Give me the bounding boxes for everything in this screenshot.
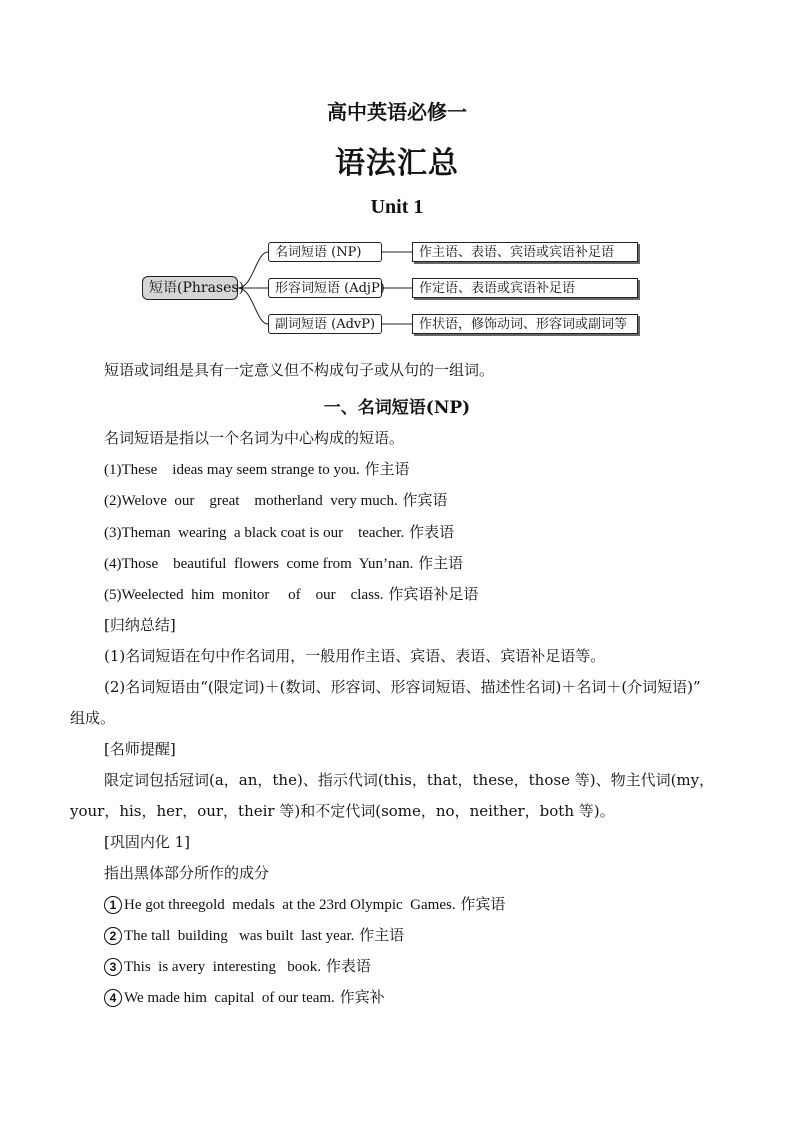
diagram-branch-advp: 副词短语 (AdvP) xyxy=(268,314,382,334)
example-3-role: 作表语 xyxy=(409,523,455,541)
intro-text: 短语或词组是具有一定意义但不构成句子或从句的一组词。 xyxy=(104,361,495,379)
example-5-role: 作宾语补足语 xyxy=(388,585,479,603)
circled-number-1: 1 xyxy=(104,896,122,914)
example-2-role: 作宾语 xyxy=(402,491,448,509)
exercise-label: [巩固内化 1] xyxy=(104,833,191,851)
example-2-en: (2)Welove our great motherland very much. xyxy=(104,493,398,509)
circled-number-4: 4 xyxy=(104,989,122,1007)
document-title: 语法汇总 xyxy=(335,146,459,181)
exercise-instruction: 指出黑体部分所作的成分 xyxy=(104,864,270,882)
exercise-3-en: This is avery interesting book. xyxy=(124,959,322,975)
exercise-2-role: 作主语 xyxy=(359,926,405,944)
circled-number-2: 2 xyxy=(104,927,122,945)
tip-line-1: 限定词包括冠词(a，an，the)、指示代词(this，that，these，those 等)、物主代词(my， xyxy=(104,771,715,789)
exercise-1-en: He got threegold medals at the 23rd Olympic Games. xyxy=(124,897,456,913)
document-subtitle: 高中英语必修一 xyxy=(327,100,467,124)
example-1-role: 作主语 xyxy=(364,460,410,478)
diagram-root: 短语(Phrases) xyxy=(142,276,238,300)
tip-label: [名师提醒] xyxy=(104,740,176,758)
diagram-function-advp: 作状语，修饰动词、形容词或副词等 xyxy=(412,314,638,334)
example-1 xyxy=(104,459,410,480)
exercise-1-role: 作宾语 xyxy=(460,895,506,913)
summary-line-1: (1)名词短语在句中作名词用，一般用作主语、宾语、表语、宾语补足语等。 xyxy=(104,647,606,665)
diagram-branch-adjp: 形容词短语 (AdjP) xyxy=(268,278,382,298)
example-4 xyxy=(104,553,463,574)
example-3 xyxy=(104,522,454,543)
example-5 xyxy=(104,584,478,605)
example-1-en: (1)These ideas may seem strange to you. xyxy=(104,462,360,478)
exercise-4-role: 作宾补 xyxy=(339,988,385,1006)
unit-heading: Unit 1 xyxy=(370,196,424,218)
exercise-3-role: 作表语 xyxy=(325,957,371,975)
example-3-en: (3)Theman wearing a black coat is our teacher. xyxy=(104,525,405,541)
example-4-en: (4)Those beautiful flowers come from Yun’nan. xyxy=(104,556,414,572)
summary-label: [归纳总结] xyxy=(104,616,176,634)
summary-line-3: 组成。 xyxy=(70,709,116,727)
phrases-diagram xyxy=(138,236,650,340)
example-5-en: (5)Weelected him monitor of our class. xyxy=(104,587,384,603)
exercise-item-3 xyxy=(104,956,371,977)
diagram-function-adjp: 作定语、表语或宾语补足语 xyxy=(412,278,638,298)
exercise-4-en: We made him capital of our team. xyxy=(124,990,335,1006)
example-4-role: 作主语 xyxy=(418,554,464,572)
circled-number-3: 3 xyxy=(104,958,122,976)
exercise-item-1 xyxy=(104,894,505,915)
exercise-2-en: The tall building was built last year. xyxy=(124,928,355,944)
tip-line-2: your，his，her，our，their 等)和不定代词(some，no，neither，both 等)。 xyxy=(70,802,615,820)
section-heading-np: 一、名词短语(NP) xyxy=(323,398,471,418)
diagram-branch-np: 名词短语 (NP) xyxy=(268,242,382,262)
np-definition: 名词短语是指以一个名词为中心构成的短语。 xyxy=(104,429,405,447)
exercise-item-4 xyxy=(104,987,385,1008)
diagram-function-np: 作主语、表语、宾语或宾语补足语 xyxy=(412,242,638,262)
summary-line-2: (2)名词短语由“(限定词)＋(数词、形容词、形容词短语、描述性名词)＋名词＋(介词短语)” xyxy=(104,678,701,696)
exercise-item-2 xyxy=(104,925,404,946)
example-2 xyxy=(104,490,448,511)
